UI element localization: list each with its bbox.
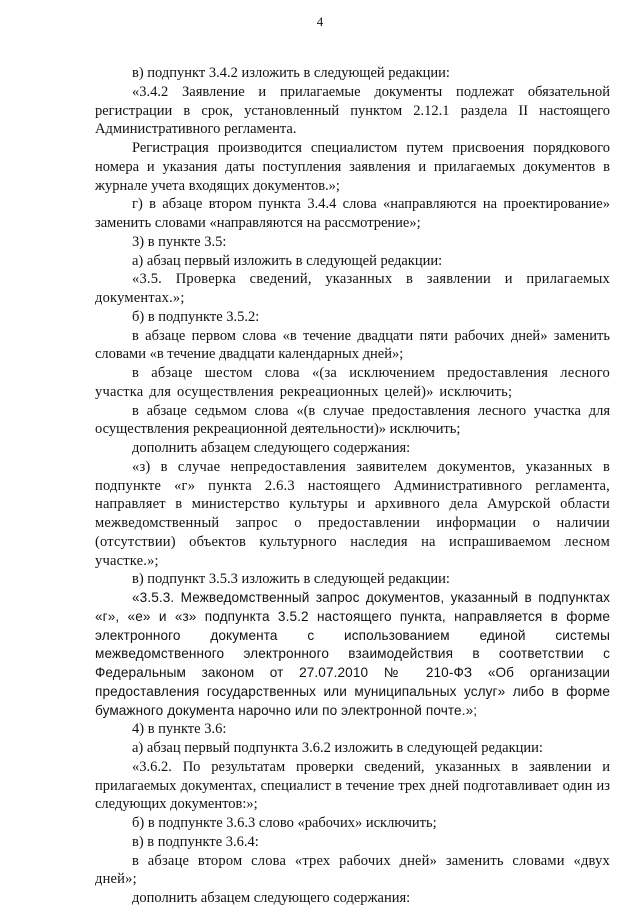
- paragraph: в) в подпункте 3.6.4:: [132, 833, 259, 850]
- paragraph: Регистрация производится специалистом путем присвоения порядкового номера и указания даты поступления заявления и прилагаемых документов в журнале учета входящих документов.»;: [95, 140, 610, 194]
- paragraph: в абзаце шестом слова «(за исключением предоставления лесного участка для осуществления рекреационных целей)» исключить;: [95, 365, 610, 400]
- paragraph: дополнить абзацем следующего содержания:: [132, 890, 411, 906]
- paragraph: в) подпункт 3.5.3 изложить в следующей редакции:: [132, 571, 450, 588]
- paragraph: дополнить абзацем следующего содержания:: [132, 440, 411, 456]
- paragraph: «з) в случае непредоставления заявителем документов, указанных в подпункте «г» пункта 2.6.3 настоящего Административного регламента, направляет в министерство культуры и архивного дела Амурской области межведомственный запрос о предоставлении информации о наличии (отсутствии) объектов культурного наследия на испрашиваемом лесном участке.»;: [95, 458, 610, 569]
- paragraph: в абзаце втором слова «трех рабочих дней» заменить словами «двух дней»;: [95, 852, 610, 888]
- paragraph: 4) в пункте 3.6:: [132, 721, 227, 738]
- paragraph: 3) в пункте 3.5:: [132, 233, 227, 250]
- paragraph: б) в подпункте 3.6.3 слово «рабочих» исключить;: [132, 815, 437, 831]
- paragraph: г) в абзаце втором пункта 3.4.4 слова «направляются на проектирование» заменить словами «направляются на рассмотрение»;: [95, 196, 610, 231]
- paragraph: в) подпункт 3.4.2 изложить в следующей редакции:: [132, 65, 450, 81]
- paragraph: в абзаце первом слова «в течение двадцати пяти рабочих дней» заменить словами «в течение двадцати календарных дней»;: [95, 327, 610, 363]
- paragraph: «3.5.3. Межведомственный запрос документов, указанный в подпунктах «г», «е» и «з» подпункта 3.5.2 настоящего пункта, направляется в форме электронного документа с использованием единой системы межведомственного электронного взаимодействия в соответствии с Федеральным законом от 27.07.2010 № 210-ФЗ «Об организации предоставления государственных или муниципальных услуг» либо в форме бумажного документа нарочно или по электронной почте.»;: [95, 590, 610, 718]
- page-number: 4: [316, 14, 324, 29]
- paragraph: а) абзац первый подпункта 3.6.2 изложить в следующей редакции:: [132, 740, 543, 756]
- paragraph: в абзаце седьмом слова «(в случае предоставления лесного участка для осуществления рекреационной деятельности)» исключить;: [95, 402, 610, 438]
- paragraph: а) абзац первый изложить в следующей редакции:: [132, 252, 443, 269]
- paragraph: б) в подпункте 3.5.2:: [132, 308, 260, 325]
- document-body: [95, 64, 610, 908]
- paragraph: «3.4.2 Заявление и прилагаемые документы подлежат обязательной регистрации в срок, установленный пунктом 2.12.1 раздела II настоящего Административного регламента.: [95, 83, 610, 138]
- paragraph: «3.5. Проверка сведений, указанных в заявлении и прилагаемых документах.»;: [95, 271, 610, 306]
- paragraph: «3.6.2. По результатам проверки сведений, указанных в заявлении и прилагаемых документах, специалист в течение трех дней подготавливает один из следующих документов:»;: [95, 758, 610, 813]
